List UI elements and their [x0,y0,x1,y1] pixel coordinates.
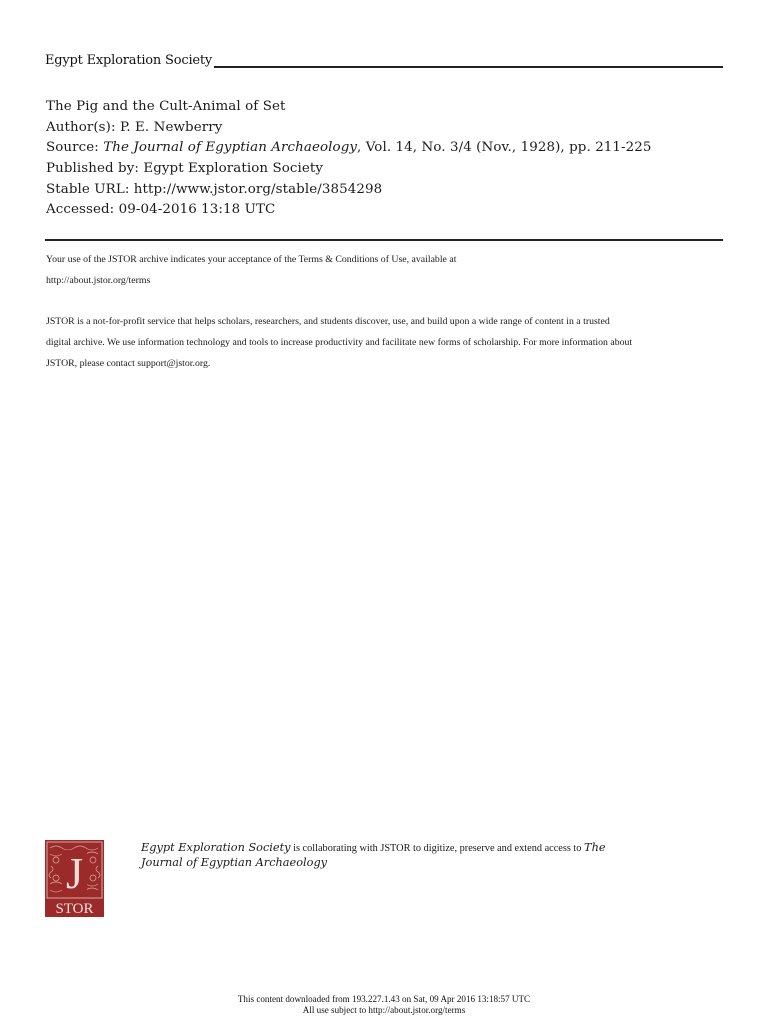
author-line: Author(s): P. E. Newberry [46,119,223,135]
section-rule [45,239,723,241]
jstor-info-line-1: JSTOR is a not-for-profit service that helps scholars, researchers, and students discover, use, and build upon a wide range of content in a trusted [46,316,610,327]
collab-publisher: Egypt Exploration Society [141,841,291,854]
source-prefix: Source: [46,140,104,156]
stable-url-line[interactable]: Stable URL: http://www.jstor.org/stable/3854298 [46,181,383,197]
citation-block [46,97,746,221]
terms-url-link[interactable]: http://about.jstor.org/terms [46,275,151,286]
collaboration-statement [141,841,701,869]
terms-notice [46,249,736,374]
article-title: The Pig and the Cult-Animal of Set [46,99,286,114]
jstor-info-line-2: digital archive. We use information technology and tools to increase productivity and facilitate new forms of scholarship. For more information about [46,337,633,348]
source-details: , Vol. 14, No. 3/4 (Nov., 1928), pp. 211-225 [357,140,652,156]
logo-letter: J [65,849,84,898]
terms-line-1: Your use of the JSTOR archive indicates your acceptance of the Terms & Conditions of Use, available at [46,254,457,265]
published-by-line: Published by: Egypt Exploration Society [46,161,324,177]
collab-journal-line-2: Journal of Egyptian Archaeology [141,855,328,869]
source-journal: The Journal of Egyptian Archaeology [103,140,358,156]
footer-line-2: All use subject to http://about.jstor.org/terms [302,1004,466,1015]
logo-wordmark: STOR [55,901,94,917]
jstor-info-line-3: JSTOR, please contact support@jstor.org. [46,358,211,369]
download-footer [0,994,768,1015]
footer-line-1: This content downloaded from 193.227.1.43 on Sat, 09 Apr 2016 13:18:57 UTC [237,994,531,1004]
source-line [46,138,746,159]
accessed-line: Accessed: 09-04-2016 13:18 UTC [46,202,276,218]
publisher-header: Egypt Exploration Society [45,53,213,68]
collab-middle: is collaborating with JSTOR to digitize, preserve and extend access to [290,843,585,854]
jstor-logo-icon [45,840,104,917]
collab-journal-line-1: The [584,841,606,854]
